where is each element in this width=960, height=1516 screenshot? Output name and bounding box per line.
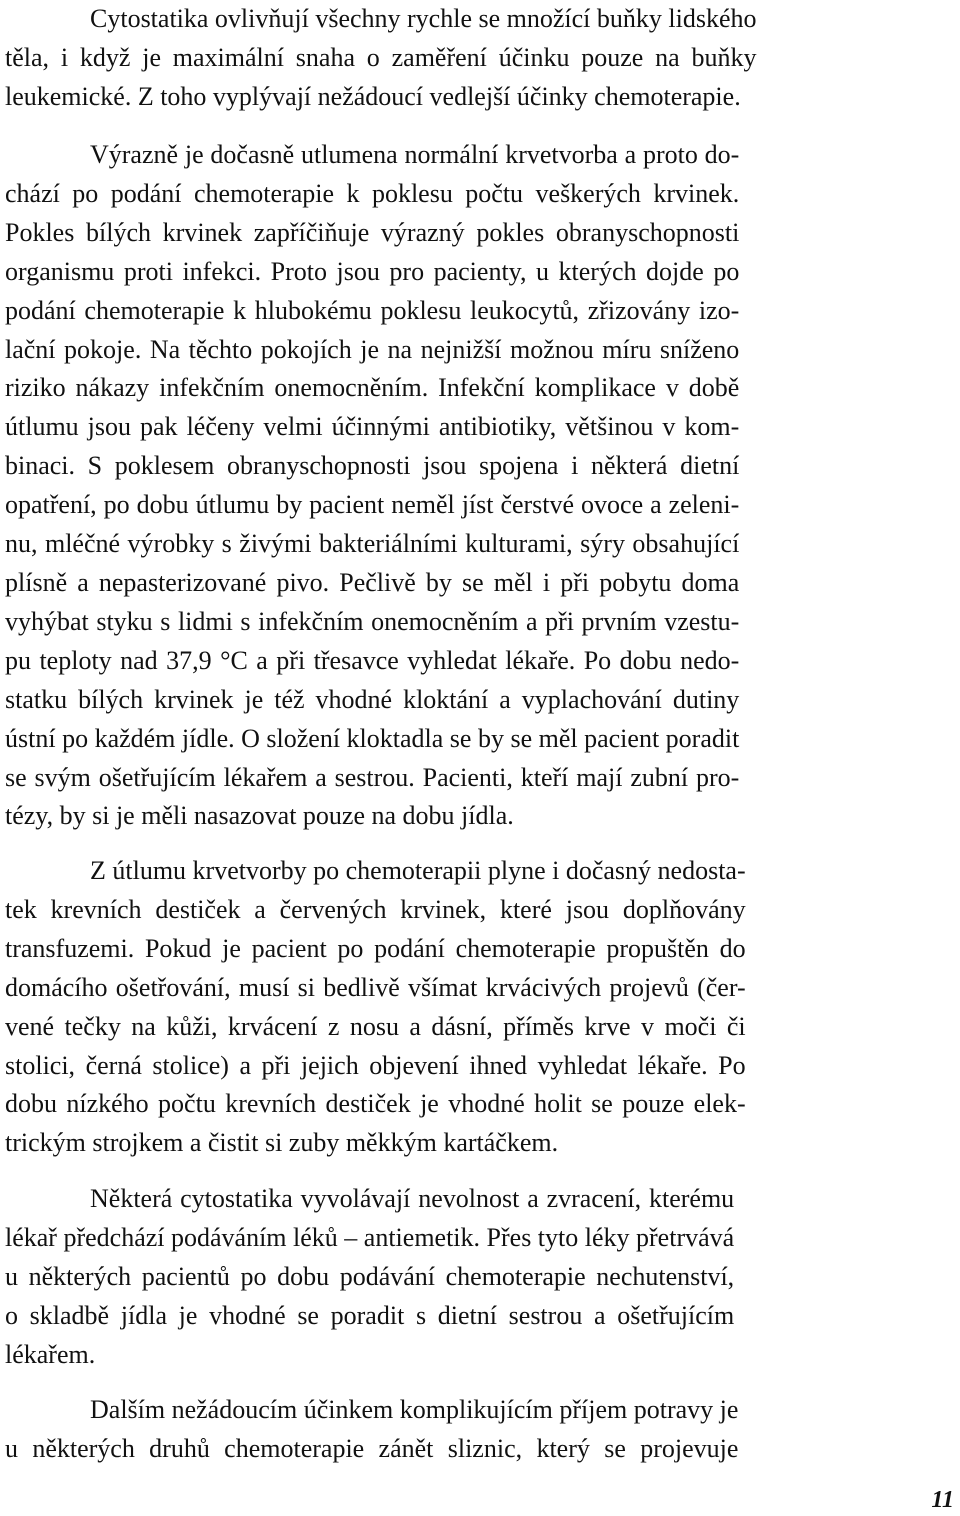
text-line: lékařem.	[5, 1339, 96, 1369]
text-line: dobu nízkého počtu krevních destiček je vhodné holit se pouze elek-	[5, 1089, 746, 1119]
text-line: těla, i když je maximální snaha o zaměření účinku pouze na buňky	[5, 42, 757, 72]
text-line: vyhýbat styku s lidmi s infekčním onemocněním a při prvním vzestu-	[5, 606, 740, 636]
paragraph-mucositis	[5, 1391, 738, 1469]
text-line: Cytostatika ovlivňují všechny rychle se množící buňky lidského	[90, 4, 757, 33]
text-line: opatření, po dobu útlumu by pacient neměl jíst čerstvé ovoce a zeleni-	[5, 490, 740, 520]
paragraph-platelets	[5, 852, 746, 1163]
text-line: se svým ošetřujícím lékařem a sestrou. Pacienti, kteří mají zubní pro-	[5, 762, 740, 792]
text-line: organismu proti infekci. Proto jsou pro pacienty, u kterých dojde po	[5, 256, 740, 286]
text-line: domácího ošetřování, musí si bedlivě všímat krvácivých projevů (čer-	[5, 972, 746, 1002]
text-line: u některých pacientů po dobu podávání chemoterapie nechutenství,	[5, 1261, 735, 1291]
text-line: ústní po každém jídle. O složení kloktadla se by se měl pacient poradit	[5, 723, 740, 753]
text-line: o skladbě jídla je vhodné se poradit s dietní sestrou a ošetřujícím	[5, 1300, 735, 1330]
text-line: nu, mléčné výrobky s živými bakteriálními kulturami, sýry obsahující	[5, 529, 740, 559]
text-line: vené tečky na kůži, krvácení z nosu a dásní, příměs krve v moči či	[5, 1011, 746, 1041]
paragraph-nausea	[5, 1180, 734, 1375]
text-line: chází po podání chemoterapie k poklesu počtu veškerých krvinek.	[5, 178, 740, 208]
text-line: podání chemoterapie k hlubokému poklesu leukocytů, zřizovány izo-	[5, 295, 740, 325]
text-line: Z útlumu krvetvorby po chemoterapii plyne i dočasný nedosta-	[90, 856, 746, 885]
text-line: tek krevních destiček a červených krvinek, které jsou doplňovány	[5, 894, 746, 924]
paragraph-blood-formation	[5, 136, 739, 836]
text-line: u některých druhů chemoterapie zánět sliznic, který se projevuje	[5, 1433, 739, 1463]
text-line: riziko nákazy infekčním onemocněním. Infekční komplikace v době	[5, 373, 740, 403]
page-number: 11	[931, 1487, 954, 1513]
text-line: transfuzemi. Pokud je pacient po podání chemoterapie propuštěn do	[5, 933, 746, 963]
text-line: Některá cytostatika vyvolávají nevolnost a zvracení, kterému	[90, 1184, 735, 1213]
text-line: Výrazně je dočasně utlumena normální krvetvorba a proto do-	[90, 140, 740, 169]
text-line: binaci. S poklesem obranyschopnosti jsou spojena i některá dietní	[5, 451, 740, 481]
text-line: pu teploty nad 37,9 °C a při třesavce vyhledat lékaře. Po dobu nedo-	[5, 645, 740, 675]
paragraph-side-effects	[5, 0, 757, 117]
text-line: lační pokoje. Na těchto pokojích je na nejnižší možnou míru sníženo	[5, 334, 740, 364]
text-line: Pokles bílých krvinek zapříčiňuje výrazný pokles obranyschopnosti	[5, 217, 740, 247]
text-line: plísně a nepasterizované pivo. Pečlivě by se měl i při pobytu doma	[5, 567, 740, 597]
text-line: leukemické. Z toho vyplývají nežádoucí vedlejší účinky chemoterapie.	[5, 81, 741, 111]
text-line: tézy, by si je měli nasazovat pouze na dobu jídla.	[5, 801, 514, 831]
text-line: lékař předchází podáváním léků – antiemetik. Přes tyto léky přetrvává	[5, 1222, 735, 1252]
text-line: stolici, černá stolice) a při jejich objevení ihned vyhledat lékaře. Po	[5, 1050, 746, 1080]
text-line: Dalším nežádoucím účinkem komplikujícím příjem potravy je	[90, 1395, 739, 1424]
text-line: trickým strojkem a čistit si zuby měkkým kartáčkem.	[5, 1128, 559, 1158]
text-line: útlumu jsou pak léčeny velmi účinnými antibiotiky, většinou v kom-	[5, 412, 740, 442]
text-line: statku bílých krvinek je též vhodné kloktání a vyplachování dutiny	[5, 684, 740, 714]
